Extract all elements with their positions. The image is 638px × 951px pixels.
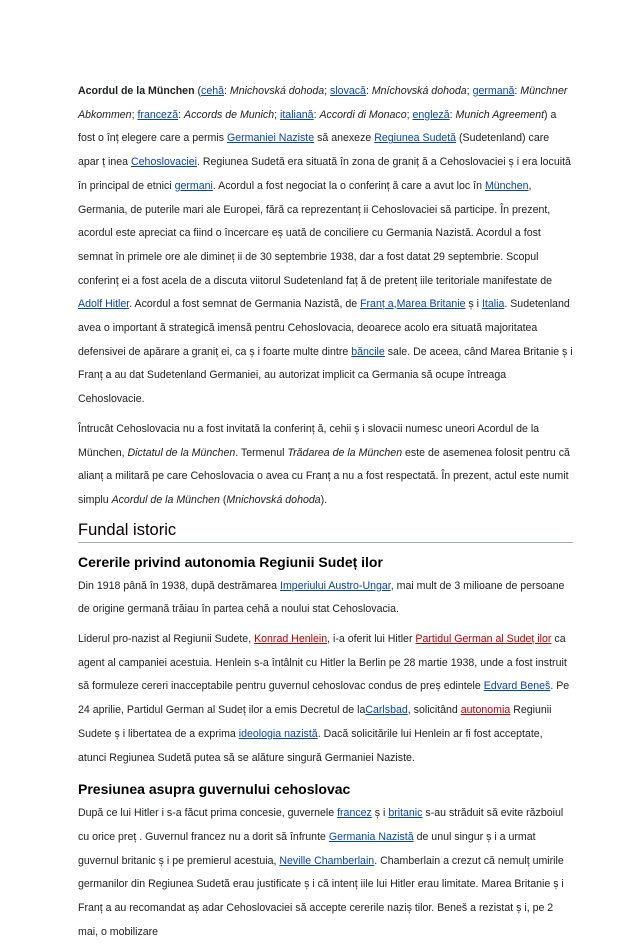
text-run: : — [365, 85, 372, 97]
text-run: : — [178, 108, 185, 121]
text-run: . Pe 24 aprilie, Partidul German al Sudeț ilor a emis Decretul de la — [78, 680, 570, 717]
italic-term: Dictatul de la München — [127, 446, 236, 459]
italic-term: Mnichovská dohoda — [226, 493, 321, 506]
article-body — [78, 80, 573, 951]
text-run: ; — [406, 108, 413, 121]
wiki-link-missing[interactable]: Partidul German al Sudeț ilor — [415, 633, 552, 646]
italic-term: Münchner Abkommen — [78, 85, 568, 121]
text-run: sale. De aceea, când Marea Britanie ș i Franț a au dat Sudetenland Germaniei, au autorizat implicit ca Germania să ocupe întreaga Cehoslovacie. — [78, 345, 573, 406]
wiki-link[interactable]: băncile — [351, 345, 385, 358]
subsection-heading-autonomy-demands: Cererile privind autonomia Regiunii Sudeț ilor — [78, 553, 383, 570]
wiki-link[interactable]: italiană — [280, 108, 314, 121]
section-heading-historical-background: Fundal istoric — [78, 519, 573, 543]
text-run: ca agent al campaniei acestuia. Henlein s-a întâlnit cu Hitler la Berlin pe 28 martie 1938, unde a fost instruit să formuleze cereri inacceptabile pentru guvernul cehoslovac condus de preș edintele — [78, 633, 567, 693]
text-run: Regiunii Sudete ș i libertatea de a exprima — [78, 704, 552, 740]
text-run: de unul singur ș i a urmat guvernul britanic ș i pe premierul acestuia, — [78, 830, 536, 867]
text-run: , solicitând — [407, 704, 461, 717]
wiki-link[interactable]: slovacă — [330, 85, 366, 97]
wiki-link[interactable]: Franț a — [360, 298, 394, 311]
text-run: ; — [466, 85, 473, 97]
intro-paragraph — [78, 80, 573, 412]
text-run: ) a fost o înț elegere care a permis — [78, 108, 557, 145]
wiki-link[interactable]: Carlsbad — [365, 704, 408, 717]
wiki-link[interactable]: Neville Chamberlain — [279, 854, 375, 867]
wiki-link[interactable]: engleză — [412, 108, 450, 121]
text-run: Din 1918 până în 1938, după destrămarea — [78, 579, 281, 592]
wiki-link-missing[interactable]: autonomia — [460, 704, 511, 717]
text-run: . Termenul — [235, 446, 288, 459]
wiki-link[interactable]: München — [484, 179, 529, 192]
italic-term: Trădarea de la München — [287, 446, 403, 459]
text-run: . Sudetenland avea o important ă strategică imensă pentru Cehoslovacia, deoarece acolo era situată majoritatea defensivei de apărare a graniț ei, ca ș i foarte multe dintre — [78, 298, 570, 358]
article-subject-bold: Acordul de la München — [78, 85, 195, 97]
wiki-link[interactable]: germani — [174, 179, 213, 192]
text-run: : — [224, 85, 230, 97]
text-run: Întrucât Cehoslovacia nu a fost invitată la conferinț ă, cehii ș i slovacii numesc uneori Acordul de la München, — [78, 422, 540, 459]
text-run: ; — [324, 85, 331, 97]
text-run: ; — [274, 108, 280, 121]
text-run: ). — [320, 493, 328, 506]
wiki-link[interactable]: britanic — [388, 807, 423, 820]
pressure-paragraph — [78, 802, 573, 944]
wiki-link[interactable]: Regiunea Sudetă — [374, 132, 457, 145]
wiki-link[interactable]: Germaniei Naziste — [226, 132, 315, 145]
wiki-link[interactable]: Germania Nazistă — [328, 830, 414, 843]
text-run: . Acordul a fost semnat de Germania Nazistă, de — [129, 298, 361, 311]
text-run: să anexeze — [314, 132, 375, 145]
text-run: . Regiunea Sudetă era situată în zona de graniț ă a Cehoslovaciei ș i era locuită în principal de etnici — [78, 156, 571, 192]
wiki-link[interactable]: Edvard Beneš — [483, 680, 551, 693]
text-run: (Sudetenland) care apar ț inea — [78, 132, 550, 169]
text-run: ( — [194, 85, 202, 97]
text-run: ; — [131, 108, 138, 121]
wiki-link[interactable]: Italia — [481, 298, 505, 311]
background-paragraph-1 — [78, 575, 573, 622]
text-run: , Germania, de puterile mari ale Europei, fără ca reprezentanț ii Cehoslovaciei să participe. În prezent, acordul este apreciat ca fiind o încercare eș uată de conciliere cu Germania Nazistă. Acordul a fost semnat în primele ore ale dimineț ii de 30 septembrie 1938, dar a fost datat 29 septembrie. Scopul conferinț ei a fost acela de a discuta viitorul Sudetenland faț ă de pretenț iile teritoriale manifestate de — [78, 179, 553, 287]
text-run: : — [449, 108, 456, 121]
text-run: . Acordul a fost negociat la o conferinț ă care a avut loc în — [212, 179, 485, 192]
subsection-heading-pressure-on-government: Presiunea asupra guvernului cehoslovac — [78, 781, 351, 798]
wiki-link[interactable]: ideologia nazistă — [238, 727, 318, 740]
italic-term: Mnichovská dohoda — [229, 85, 325, 97]
italic-term: Accordi di Monaco — [319, 108, 407, 121]
text-run: este de asemenea folosit pentru că alianț a militară pe care Cehoslovacia o avea cu Franț a nu a fost respectată. În prezent, actul este numit simplu — [78, 446, 570, 506]
wiki-link[interactable]: germană — [472, 85, 515, 97]
italic-term: Accords de Munich — [184, 108, 275, 121]
italic-term: Mníchovská dohoda — [371, 85, 467, 97]
wiki-link-missing[interactable]: Konrad Henlein — [254, 633, 328, 646]
italic-term: Acordul de la München — [111, 493, 220, 506]
text-run: După ce lui Hitler i s-a făcut prima concesie, guvernele — [78, 807, 338, 820]
text-run: ( — [219, 493, 227, 506]
text-run: , i-a oferit lui Hitler — [327, 633, 416, 646]
wiki-link[interactable]: Adolf Hitler — [78, 298, 130, 311]
text-run: : — [514, 85, 521, 97]
text-run: , mai mult de 3 milioane de persoane de origine germană trăiau în partea cehă a noului stat Cehoslovacia. — [78, 579, 565, 616]
text-run: : — [313, 108, 320, 121]
text-run: . Dacă solicitările lui Henlein ar fi fost acceptate, atunci Regiunea Sudetă putea să se alăture singură Germaniei Naziste. — [78, 727, 543, 764]
wiki-link[interactable]: Cehoslovaciei — [131, 156, 197, 169]
wiki-link[interactable]: franceză — [137, 108, 179, 121]
text-run: , — [393, 298, 397, 311]
background-paragraph-2 — [78, 628, 573, 770]
wiki-link[interactable]: Marea Britanie — [396, 298, 466, 311]
text-run: ș i — [465, 298, 482, 311]
alt-names-paragraph — [78, 418, 573, 513]
text-run: . Chamberlain a crezut că nemulț umirile germanilor din Regiunea Sudetă erau justificate ș i că intenț iile lui Hitler erau limitate. Marea Britanie ș i Franț a au recomandat aș adar Cehoslovaciei să accepte cererile naziș tilor. Beneš a rezistat ș i, pe 2 mai, o mobilizare — [78, 854, 564, 938]
wiki-link[interactable]: cehă — [201, 85, 225, 97]
italic-term: Munich Agreement — [455, 108, 545, 121]
text-run: Liderul pro-nazist al Regiunii Sudete, — [78, 633, 255, 646]
text-run: ș i — [371, 807, 389, 820]
wiki-link[interactable]: Imperiului Austro-Ungar — [280, 579, 391, 592]
text-run: s-au străduit să evite războiul cu orice preț . Guvernul francez nu a dorit să înfrunte — [78, 807, 564, 843]
wiki-link[interactable]: francez — [337, 807, 372, 820]
